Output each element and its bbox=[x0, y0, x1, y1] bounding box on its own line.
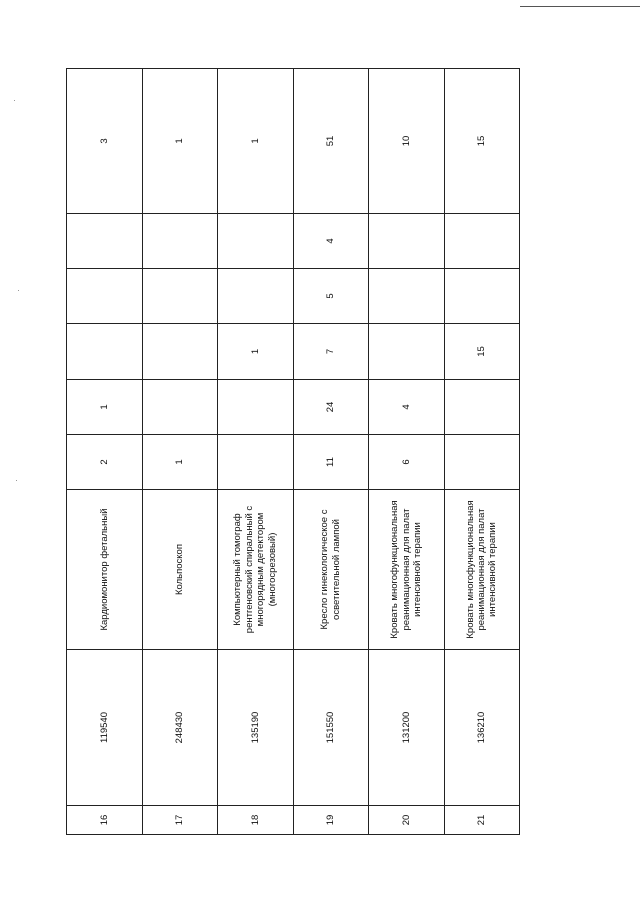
total-quantity-cell: 10 bbox=[369, 69, 445, 214]
table-row bbox=[444, 69, 520, 835]
quantity-cell-1 bbox=[444, 435, 520, 490]
item-code-cell: 119540 bbox=[67, 650, 143, 806]
scan-edge-mark bbox=[520, 6, 640, 7]
scan-speck bbox=[18, 290, 19, 291]
table-body bbox=[67, 69, 520, 835]
scan-speck bbox=[16, 480, 17, 481]
quantity-cell-4 bbox=[142, 269, 218, 324]
quantity-cell-1: 2 bbox=[67, 435, 143, 490]
quantity-cell-5 bbox=[67, 214, 143, 269]
quantity-cell-4 bbox=[67, 269, 143, 324]
quantity-cell-1: 11 bbox=[293, 435, 369, 490]
table-row bbox=[293, 69, 369, 835]
item-code-cell: 151550 bbox=[293, 650, 369, 806]
quantity-cell-4 bbox=[218, 269, 294, 324]
quantity-cell-3: 15 bbox=[444, 324, 520, 380]
quantity-cell-3 bbox=[142, 324, 218, 380]
quantity-cell-3 bbox=[67, 324, 143, 380]
item-name-cell: Кровать многофункциональная реанимационная для палат интенсивной терапии bbox=[444, 490, 520, 650]
quantity-cell-2: 24 bbox=[293, 380, 369, 435]
quantity-cell-1 bbox=[218, 435, 294, 490]
row-number-cell: 20 bbox=[369, 806, 445, 835]
row-number-cell: 19 bbox=[293, 806, 369, 835]
row-number-cell: 18 bbox=[218, 806, 294, 835]
total-quantity-cell: 1 bbox=[142, 69, 218, 214]
row-number-cell: 16 bbox=[67, 806, 143, 835]
quantity-cell-2: 4 bbox=[369, 380, 445, 435]
quantity-cell-4: 5 bbox=[293, 269, 369, 324]
total-quantity-cell: 3 bbox=[67, 69, 143, 214]
quantity-cell-2: 1 bbox=[67, 380, 143, 435]
quantity-cell-4 bbox=[444, 269, 520, 324]
item-name-cell: Компьютерный томограф рентгеновский спиральный с многорядным детектором (многосрезовый) bbox=[218, 490, 294, 650]
item-code-cell: 248430 bbox=[142, 650, 218, 806]
quantity-cell-5 bbox=[444, 214, 520, 269]
quantity-cell-5 bbox=[369, 214, 445, 269]
total-quantity-cell: 51 bbox=[293, 69, 369, 214]
table-row bbox=[218, 69, 294, 835]
quantity-cell-1: 1 bbox=[142, 435, 218, 490]
row-number-cell: 21 bbox=[444, 806, 520, 835]
quantity-cell-3: 7 bbox=[293, 324, 369, 380]
quantity-cell-2 bbox=[218, 380, 294, 435]
row-number-cell: 17 bbox=[142, 806, 218, 835]
item-name-cell: Кардиомонитор фетальный bbox=[67, 490, 143, 650]
document-page bbox=[66, 69, 519, 835]
item-code-cell: 136210 bbox=[444, 650, 520, 806]
quantity-cell-5: 4 bbox=[293, 214, 369, 269]
quantity-cell-2 bbox=[444, 380, 520, 435]
rotated-table-frame bbox=[66, 69, 519, 835]
quantity-cell-5 bbox=[218, 214, 294, 269]
item-name-cell: Кольпоскоп bbox=[142, 490, 218, 650]
quantity-cell-3 bbox=[369, 324, 445, 380]
total-quantity-cell: 15 bbox=[444, 69, 520, 214]
item-code-cell: 135190 bbox=[218, 650, 294, 806]
table-row bbox=[67, 69, 143, 835]
quantity-cell-1: 6 bbox=[369, 435, 445, 490]
table-row bbox=[142, 69, 218, 835]
table-row bbox=[369, 69, 445, 835]
quantity-cell-3: 1 bbox=[218, 324, 294, 380]
item-code-cell: 131200 bbox=[369, 650, 445, 806]
total-quantity-cell: 1 bbox=[218, 69, 294, 214]
scan-speck bbox=[14, 100, 15, 101]
quantity-cell-2 bbox=[142, 380, 218, 435]
item-name-cell: Кровать многофункциональная реанимационная для палат интенсивной терапии bbox=[369, 490, 445, 650]
item-name-cell: Кресло гинекологическое с осветительной лампой bbox=[293, 490, 369, 650]
quantity-cell-5 bbox=[142, 214, 218, 269]
quantity-cell-4 bbox=[369, 269, 445, 324]
equipment-table bbox=[66, 68, 520, 835]
